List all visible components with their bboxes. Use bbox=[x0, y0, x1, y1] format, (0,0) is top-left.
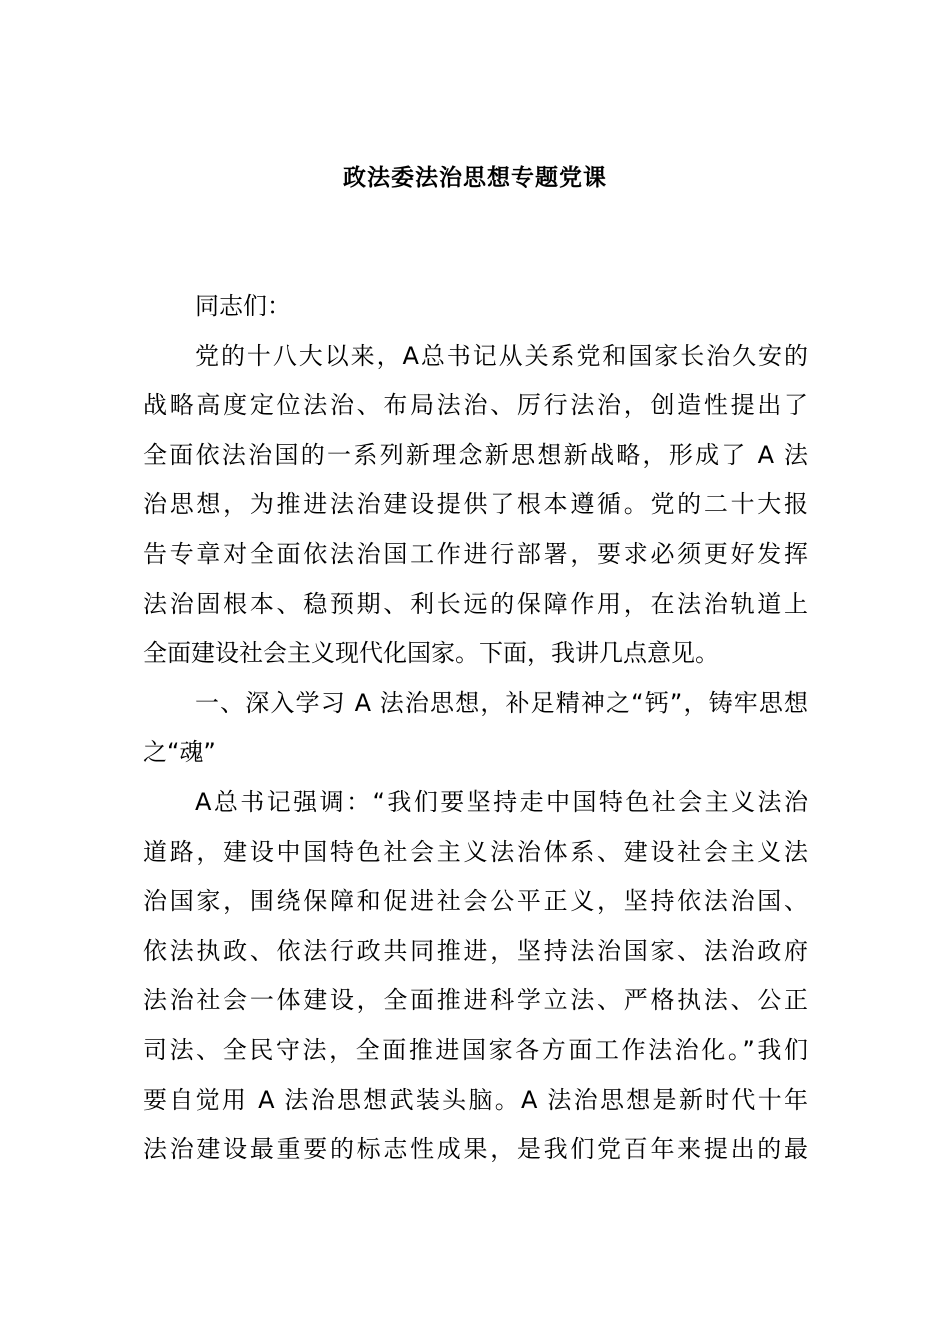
paragraph-line: 依法执政、依法行政共同推进，坚持法治国家、法治政府 bbox=[143, 936, 808, 965]
paragraph-line: 全面依法治国的一系列新理念新思想新战略，形成了 A 法 bbox=[143, 440, 808, 469]
paragraph-line: 道路，建设中国特色社会主义法治体系、建设社会主义法 bbox=[143, 837, 808, 866]
document-title: 政法委法治思想专题党课 bbox=[343, 165, 607, 191]
salutation-line: 同志们： bbox=[195, 292, 291, 320]
paragraph-line: 党的十八大以来，A总书记从关系党和国家长治久安的 bbox=[195, 341, 808, 370]
paragraph-line: 告专章对全面依法治国工作进行部署，要求必须更好发挥 bbox=[143, 539, 808, 568]
document-body bbox=[143, 282, 808, 1175]
paragraph-line: 法治建设最重要的标志性成果，是我们党百年来提出的最 bbox=[143, 1135, 808, 1164]
paragraph-line: 战略高度定位法治、布局法治、厉行法治，创造性提出了 bbox=[143, 391, 808, 420]
paragraph-line: 司法、全民守法，全面推进国家各方面工作法治化。”我们 bbox=[143, 1035, 808, 1064]
section-heading-line: 一、深入学习 A 法治思想，补足精神之“钙”，铸牢思想 bbox=[195, 688, 808, 717]
paragraph-line: 要自觉用 A 法治思想武装头脑。A 法治思想是新时代十年 bbox=[143, 1085, 808, 1114]
section-heading-line: 之“魂” bbox=[143, 738, 216, 767]
paragraph-line: A总书记强调：“我们要坚持走中国特色社会主义法治 bbox=[195, 787, 808, 816]
paragraph-line: 法治固根本、稳预期、利长远的保障作用，在法治轨道上 bbox=[143, 589, 808, 618]
paragraph-line: 全面建设社会主义现代化国家。下面，我讲几点意见。 bbox=[143, 639, 719, 668]
paragraph-line: 法治社会一体建设，全面推进科学立法、严格执法、公正 bbox=[143, 986, 808, 1015]
paragraph-line: 治国家，围绕保障和促进社会公平正义，坚持依法治国、 bbox=[143, 887, 808, 916]
paragraph-line: 治思想，为推进法治建设提供了根本遵循。党的二十大报 bbox=[143, 490, 808, 519]
